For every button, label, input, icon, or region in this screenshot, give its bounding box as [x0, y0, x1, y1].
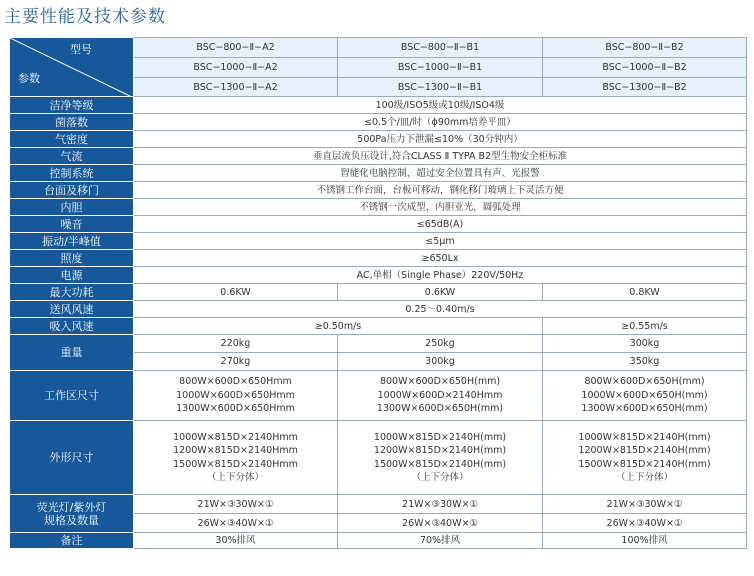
row-label-vibration: 振动/半峰值: [10, 233, 134, 250]
row-label-clean: 洁净等级: [10, 97, 134, 114]
value-illum: ≥650Lx: [134, 250, 747, 267]
value-weight-a2-2: 270kg: [134, 353, 338, 371]
value-lamp-b2-1: 21W×③30W×①: [543, 495, 747, 514]
row-label-illum: 照度: [10, 250, 134, 267]
row-label-liner: 内胆: [10, 199, 134, 216]
workarea-b1-line: 1000W×600D×2140Hmm: [377, 389, 503, 401]
value-weight-b2-1: 300kg: [543, 335, 747, 353]
workarea-a2-line: 1300W×600D×650Hmm: [176, 403, 295, 415]
page-title: 主要性能及技术参数: [4, 7, 166, 27]
value-colony: ≤0.5个/皿/时（ϕ90mm培养平皿）: [134, 114, 747, 131]
outer-b2-line: 1000W×815D×2140H(mm): [578, 431, 711, 443]
value-lamp-a2-1: 21W×③30W×①: [134, 495, 338, 514]
row-label-outer: 外形尺寸: [10, 421, 134, 495]
value-power: AC,单相（Single Phase）220V/50Hz: [134, 267, 747, 284]
value-remark-b2: 100%排风: [543, 533, 747, 549]
outer-b1-line: 1000W×815D×2140H(mm): [373, 431, 507, 443]
model-b1-1: BSC−800−Ⅱ−B1: [338, 38, 543, 58]
value-outer-b2: [543, 421, 747, 495]
outer-b1-line: 1500W×815D×2140H(mm): [373, 458, 507, 470]
outer-a2-line: （上下分体）: [206, 472, 264, 483]
row-label-intake: 吸入风速: [10, 318, 134, 335]
row-label-maxpower: 最大功耗: [10, 284, 134, 301]
value-workarea-a2: [134, 371, 338, 421]
value-maxpower-b2: 0.8KW: [543, 284, 747, 301]
lamp-label-line-2: 规格及数量: [44, 513, 99, 527]
spec-table: [9, 37, 747, 549]
model-a2-1: BSC−800−Ⅱ−A2: [134, 38, 338, 58]
row-label-weight: 重量: [10, 335, 134, 371]
value-table: 不锈钢工作台面，台板可移动，钢化移门玻璃上下灵活方便: [134, 182, 747, 199]
outer-a2-line: 1500W×815D×2140Hmm: [173, 458, 298, 470]
model-b2-1: BSC−800−Ⅱ−B2: [543, 38, 747, 58]
model-a2-3: BSC−1300−Ⅱ−A2: [134, 78, 338, 97]
value-remark-b1: 70%排风: [338, 533, 543, 549]
model-b1-2: BSC−1000−Ⅱ−B1: [338, 58, 543, 78]
value-lamp-a2-2: 26W×③40W×①: [134, 514, 338, 533]
value-airflow: 垂直层流负压设计,符合CLASS Ⅱ TYPA B2型生物安全柜标准: [134, 148, 747, 165]
workarea-a2-line: 800W×600D×650Hmm: [179, 376, 292, 388]
value-supply: 0.25～0.40m/s: [134, 301, 747, 318]
model-a2-2: BSC−1000−Ⅱ−A2: [134, 58, 338, 78]
outer-b1-line: 1200W×815D×2140H(mm): [373, 445, 507, 456]
row-label-airflow: 气流: [10, 148, 134, 165]
value-maxpower-a2: 0.6KW: [134, 284, 338, 301]
model-b2-2: BSC−1000−Ⅱ−B2: [543, 58, 747, 78]
workarea-b1-line: 1300W×600D×650H(mm): [376, 403, 504, 415]
corner-model-label: 型号: [70, 43, 92, 56]
row-label-noise: 噪音: [10, 216, 134, 233]
workarea-b1-line: 800W×600D×650H(mm): [379, 376, 501, 388]
row-label-lamp: [10, 495, 134, 533]
value-airtight: 500Pa压力下泄漏≤10%（30分钟内）: [134, 131, 747, 148]
outer-a2-line: 1000W×815D×2140Hmm: [173, 431, 298, 443]
workarea-a2-line: 1000W×600D×650Hmm: [176, 389, 295, 401]
value-workarea-b1: [338, 371, 543, 421]
value-intake-b: ≥0.55m/s: [543, 318, 747, 335]
row-label-supply: 送风风速: [10, 301, 134, 318]
workarea-b2-line: 1300W×600D×650H(mm): [581, 403, 708, 415]
row-label-remark: 备注: [10, 533, 134, 549]
row-label-power: 电源: [10, 267, 134, 284]
outer-b2-line: 1500W×815D×2140H(mm): [578, 458, 711, 470]
workarea-b2-line: 800W×600D×650H(mm): [584, 376, 705, 388]
outer-b1-line: （上下分体）: [411, 472, 469, 483]
value-clean: 100级/ISO5级或10级/ISO4级: [134, 97, 747, 114]
lamp-label-line-1: 荧光灯/紫外灯: [36, 500, 107, 514]
value-vibration: ≤5μm: [134, 233, 747, 250]
value-weight-b2-2: 350kg: [543, 353, 747, 371]
row-label-control: 控制系统: [10, 165, 134, 182]
value-outer-b1: [338, 421, 543, 495]
model-b1-3: BSC−1300−Ⅱ−B1: [338, 78, 543, 97]
value-weight-a2-1: 220kg: [134, 335, 338, 353]
value-lamp-b1-1: 21W×③30W×①: [338, 495, 543, 514]
value-weight-b1-2: 300kg: [338, 353, 543, 371]
value-workarea-b2: [543, 371, 747, 421]
value-remark-a2: 30%排风: [134, 533, 338, 549]
outer-b2-line: 1200W×815D×2140H(mm): [578, 445, 711, 456]
value-noise: ≤65dB(A): [134, 216, 747, 233]
outer-a2-line: 1200W×815D×2140Hmm: [173, 445, 298, 456]
row-label-table: 台面及移门: [10, 182, 134, 199]
row-label-workarea: 工作区尺寸: [10, 371, 134, 421]
outer-b2-line: （上下分体）: [615, 472, 673, 483]
row-label-airtight: 气密度: [10, 131, 134, 148]
value-intake-a: ≥0.50m/s: [134, 318, 543, 335]
value-lamp-b1-2: 26W×③40W×①: [338, 514, 543, 533]
model-b2-3: BSC−1300−Ⅱ−B2: [543, 78, 747, 97]
value-control: 智能化电脑控制，超过安全位置具有声、光报警: [134, 165, 747, 182]
value-outer-a2: [134, 421, 338, 495]
corner-param-label: 参数: [18, 72, 40, 85]
value-weight-b1-1: 250kg: [338, 335, 543, 353]
value-maxpower-b1: 0.6KW: [338, 284, 543, 301]
row-label-colony: 菌落数: [10, 114, 134, 131]
value-liner: 不锈钢一次成型，内胆亚光，圆弧处理: [134, 199, 747, 216]
corner-cell: [10, 38, 134, 97]
value-lamp-b2-2: 26W×③40W×①: [543, 514, 747, 533]
workarea-b2-line: 1000W×600D×650H(mm): [581, 389, 708, 401]
